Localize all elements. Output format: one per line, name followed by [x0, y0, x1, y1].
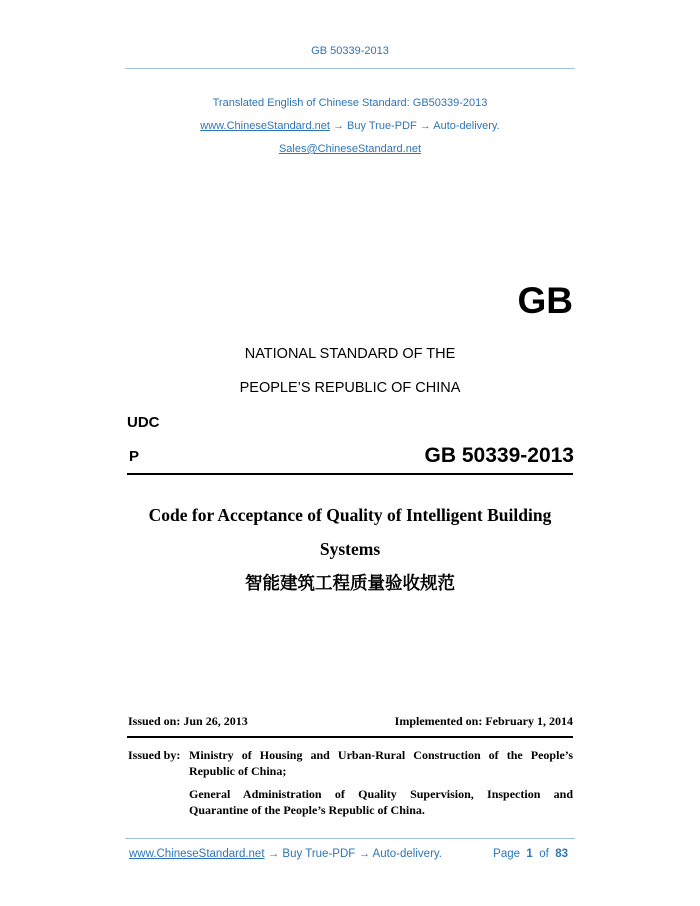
title-english-line-2: Systems: [319, 539, 381, 559]
title-english-line-1: Code for Acceptance of Quality of Intelligent Building: [148, 505, 552, 525]
page-label: Page: [493, 848, 521, 860]
issuer-ministry: Ministry of Housing and Urban-Rural Construction of the People’s Republic of China;: [189, 748, 573, 778]
footer-website-link[interactable]: www.ChineseStandard.net: [129, 848, 265, 860]
sales-email-link[interactable]: Sales@ChineseStandard.net: [278, 143, 422, 155]
page-number: 1: [526, 848, 533, 860]
footer-buy-text: → Buy True-PDF → Auto-delivery.: [264, 848, 442, 860]
standard-code: GB 50339-2013: [424, 444, 574, 467]
issued-by-label: Issued by:: [128, 748, 181, 762]
buy-text: → Buy True-PDF → Auto-delivery.: [329, 120, 500, 132]
cover-divider-bottom: [127, 736, 573, 738]
issued-on-date: Issued on: Jun 26, 2013: [128, 714, 248, 728]
udc-label: UDC: [127, 414, 160, 431]
of-label: of: [539, 848, 549, 860]
cover-divider-top: [127, 473, 573, 475]
footer-links: [129, 848, 442, 860]
header-standard-code: GB 50339-2013: [311, 45, 389, 57]
header-divider: [125, 68, 575, 69]
title-chinese: 智能建筑工程质量验收规范: [245, 574, 455, 594]
page-total: 83: [555, 848, 568, 860]
translated-english-line: Translated English of Chinese Standard: GB50339-2013: [212, 97, 488, 109]
footer-divider: [125, 838, 575, 839]
gb-mark: GB: [517, 280, 573, 321]
page-indicator: [493, 848, 568, 860]
implemented-on-date: Implemented on: February 1, 2014: [394, 714, 573, 728]
buy-links-line: [0, 120, 700, 132]
issuer-aqsiq: General Administration of Quality Supervision, Inspection and Quarantine of the People’s Republic of China.: [189, 787, 573, 817]
sales-email-line: [0, 143, 700, 155]
national-standard-line-2: PEOPLE’S REPUBLIC OF CHINA: [239, 380, 461, 396]
p-label: P: [129, 448, 140, 465]
website-link[interactable]: www.ChineseStandard.net: [200, 120, 330, 132]
national-standard-line-1: NATIONAL STANDARD OF THE: [244, 346, 456, 362]
